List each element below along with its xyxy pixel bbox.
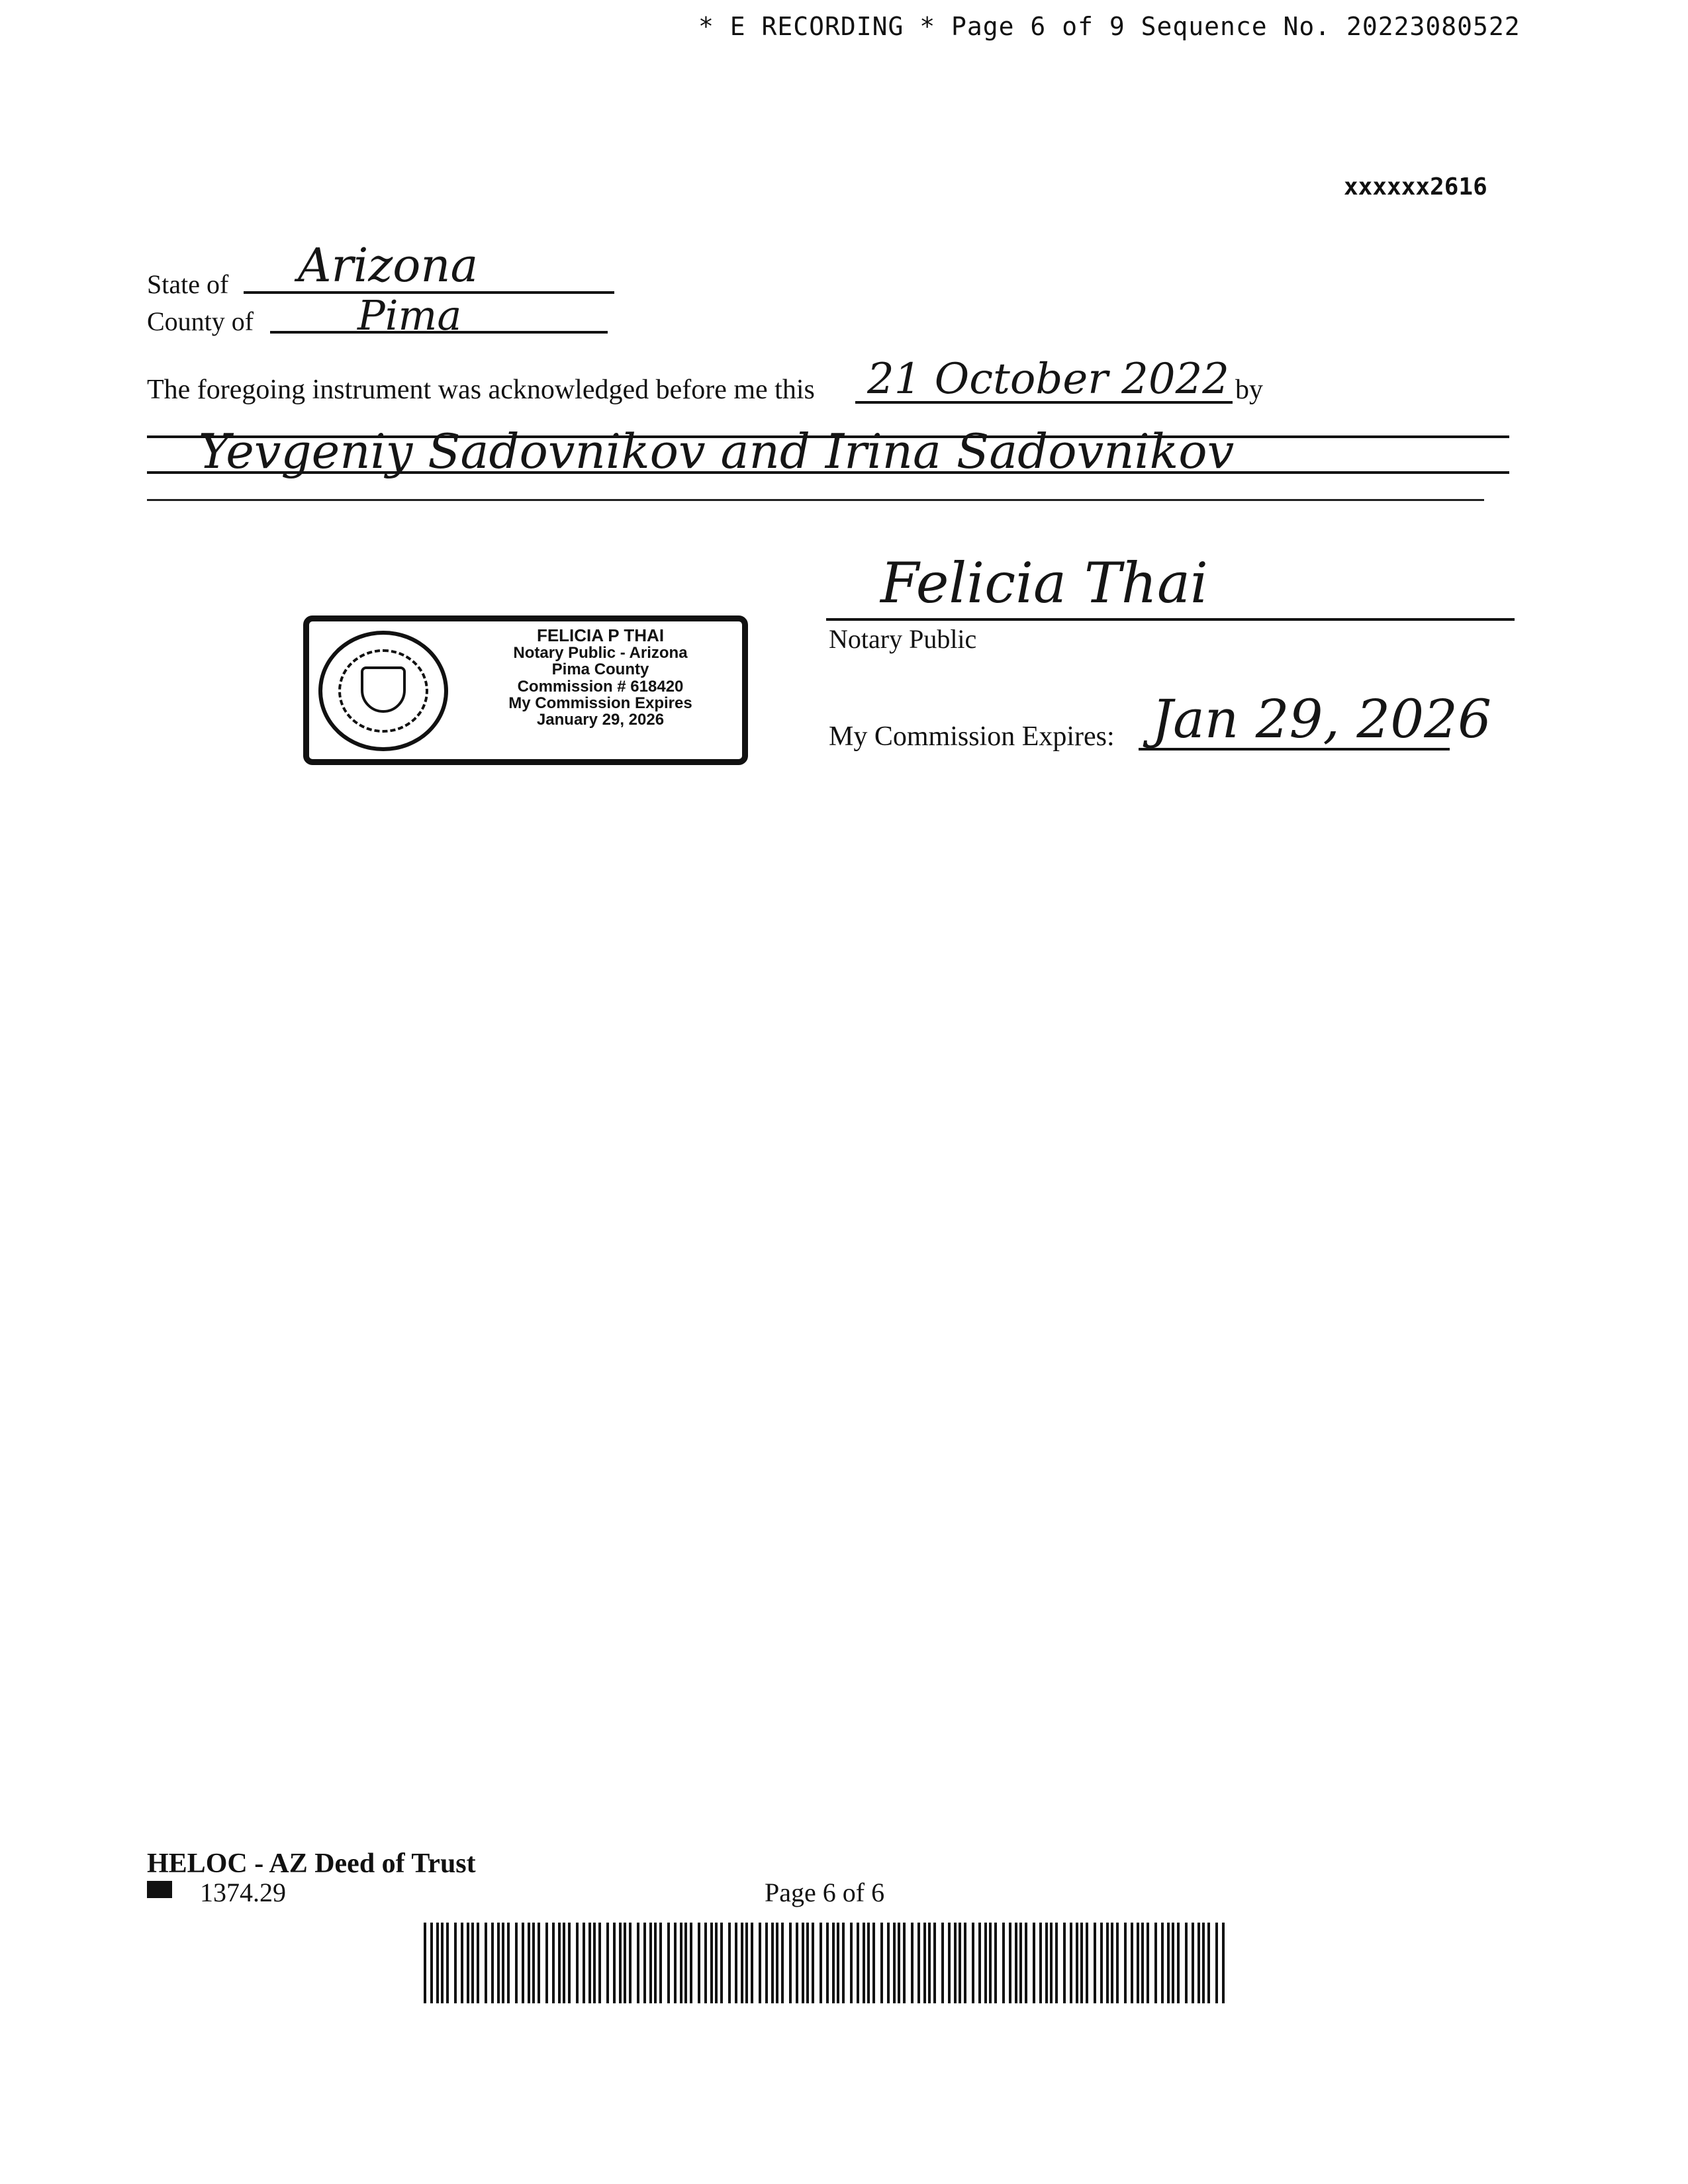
barcode-bar (424, 1923, 426, 2003)
barcode-bar (1055, 1923, 1058, 2003)
barcode-bar (1154, 1923, 1157, 2003)
barcode-bar (583, 1923, 585, 2003)
barcode-bar (1124, 1923, 1127, 2003)
barcode-bar (1177, 1923, 1180, 2003)
form-code: 1374.29 (200, 1878, 286, 1907)
barcode-bar (649, 1923, 652, 2003)
barcode-bar (923, 1923, 926, 2003)
barcode-bar (629, 1923, 632, 2003)
barcode-bar (454, 1923, 457, 2003)
barcode-bar (471, 1923, 474, 2003)
barcode-bar (436, 1923, 439, 2003)
barcode-bar (728, 1923, 731, 2003)
barcode-bar (887, 1923, 890, 2003)
barcode-bar (837, 1923, 839, 2003)
barcode-bar (680, 1923, 682, 2003)
barcode-bar (917, 1923, 920, 2003)
barcode-bar (1185, 1923, 1188, 2003)
barcode-bar (1215, 1923, 1218, 2003)
barcode-bar (1172, 1923, 1174, 2003)
barcode-bar (1019, 1923, 1022, 2003)
barcode-bar (972, 1923, 974, 2003)
barcode-bar (850, 1923, 853, 2003)
loan-reference: xxxxxx2616 (1344, 173, 1487, 201)
barcode-bar (1045, 1923, 1048, 2003)
commission-handwritten-date: Jan 29, 2026 (1152, 688, 1491, 750)
barcode-bar (430, 1923, 433, 2003)
seal-commission-number: Commission # 618420 (517, 677, 684, 696)
barcode-bar (759, 1923, 761, 2003)
barcode-bar (933, 1923, 936, 2003)
barcode-bar (802, 1923, 804, 2003)
barcode-bar (588, 1923, 591, 2003)
barcode-bar (704, 1923, 707, 2003)
barcode-bar (538, 1923, 540, 2003)
barcode-bar (1009, 1923, 1011, 2003)
seal-expires-date: January 29, 2026 (536, 711, 665, 729)
barcode-bar (872, 1923, 875, 2003)
barcode-bar (903, 1923, 906, 2003)
barcode-bar (741, 1923, 743, 2003)
barcode-bar (485, 1923, 487, 2003)
barcode-bar (1033, 1923, 1035, 2003)
barcode-bar (576, 1923, 579, 2003)
barcode-bar (497, 1923, 500, 2003)
barcode-bar (1167, 1923, 1170, 2003)
notary-signature: Felicia Thai (880, 551, 1208, 615)
state-handwritten-value: Arizona (298, 238, 479, 293)
state-seal-emblem (318, 631, 448, 751)
barcode-bar (491, 1923, 494, 2003)
barcode-bar (948, 1923, 951, 2003)
ack-date-handwritten: 21 October 2022 (867, 355, 1229, 404)
barcode-bar (1147, 1923, 1149, 2003)
barcode-bar (1076, 1923, 1078, 2003)
barcode-bar (654, 1923, 657, 2003)
barcode-bar (745, 1923, 748, 2003)
county-label: County of (147, 306, 254, 336)
barcode-bar (441, 1923, 444, 2003)
county-handwritten-value: Pima (357, 291, 462, 340)
barcode-bar (715, 1923, 718, 2003)
barcode-bar (1039, 1923, 1042, 2003)
recording-header: * E RECORDING * Page 6 of 9 Sequence No. 20223080522 (698, 12, 1521, 41)
barcode-bar (1080, 1923, 1083, 2003)
barcode-bar (558, 1923, 561, 2003)
barcode-bar (1002, 1923, 1005, 2003)
barcode-bar (978, 1923, 981, 2003)
barcode-bar (1070, 1923, 1072, 2003)
state-seal-shield-icon (361, 666, 406, 713)
barcode-bar (1131, 1923, 1133, 2003)
barcode-bar (863, 1923, 865, 2003)
barcode-bar (765, 1923, 768, 2003)
barcode-bar (461, 1923, 463, 2003)
barcode-bar (789, 1923, 792, 2003)
barcode-bar (532, 1923, 535, 2003)
barcode-bar (826, 1923, 829, 2003)
barcode-bar (502, 1923, 504, 2003)
barcode-bar (857, 1923, 859, 2003)
barcode-bar (751, 1923, 753, 2003)
barcode-bar (563, 1923, 565, 2003)
barcode-bar (776, 1923, 778, 2003)
barcode-bar (659, 1923, 662, 2003)
barcode-bar (771, 1923, 774, 2003)
barcode-bar (467, 1923, 469, 2003)
signers-handwritten: Yevgeniy Sadovnikov and Irina Sadovnikov (199, 424, 1235, 479)
barcode-bar (446, 1923, 449, 2003)
barcode-bar (1202, 1923, 1205, 2003)
barcode-bar (796, 1923, 798, 2003)
barcode-bar (984, 1923, 987, 2003)
acknowledgment-text: The foregoing instrument was acknowledged before me this (147, 375, 815, 405)
barcode-bar (898, 1923, 900, 2003)
barcode-bar (989, 1923, 992, 2003)
barcode-bar (1106, 1923, 1109, 2003)
seal-expires-label: My Commission Expires (508, 694, 692, 712)
barcode-bar (710, 1923, 713, 2003)
seal-title: Notary Public - Arizona (513, 644, 688, 662)
barcode-bar (1100, 1923, 1103, 2003)
barcode-bar (959, 1923, 961, 2003)
barcode-bar (684, 1923, 687, 2003)
barcode-bar (1086, 1923, 1088, 2003)
barcode-bar (941, 1923, 944, 2003)
seal-county: Pima County (551, 660, 649, 679)
barcode-bar (781, 1923, 784, 2003)
barcode-bar (1094, 1923, 1096, 2003)
barcode-bar (1197, 1923, 1200, 2003)
state-label: State of (147, 269, 229, 299)
barcode-bar (994, 1923, 997, 2003)
barcode-bar (1222, 1923, 1225, 2003)
ack-by-text: by (1235, 375, 1263, 405)
barcode-bar (674, 1923, 677, 2003)
barcode-bar (832, 1923, 835, 2003)
form-code-icon (147, 1881, 172, 1898)
barcode-bar (954, 1923, 957, 2003)
barcode-bar (1192, 1923, 1194, 2003)
barcode-bar (842, 1923, 845, 2003)
barcode-bar (624, 1923, 626, 2003)
barcode-bar (593, 1923, 596, 2003)
notary-signature-line (826, 618, 1515, 621)
barcode-bar (515, 1923, 518, 2003)
barcode (424, 1923, 1231, 2003)
barcode-bar (1141, 1923, 1144, 2003)
barcode-bar (1025, 1923, 1027, 2003)
barcode-bar (867, 1923, 870, 2003)
notary-public-label: Notary Public (829, 624, 977, 654)
barcode-bar (964, 1923, 966, 2003)
barcode-bar (619, 1923, 622, 2003)
barcode-bar (552, 1923, 555, 2003)
barcode-bar (568, 1923, 571, 2003)
barcode-bar (720, 1923, 723, 2003)
barcode-bar (893, 1923, 896, 2003)
barcode-bar (643, 1923, 646, 2003)
barcode-bar (598, 1923, 601, 2003)
form-title: HELOC - AZ Deed of Trust (147, 1848, 476, 1879)
page-number: Page 6 of 6 (765, 1878, 885, 1907)
barcode-bar (698, 1923, 700, 2003)
barcode-bar (1137, 1923, 1139, 2003)
barcode-bar (911, 1923, 914, 2003)
barcode-bar (1161, 1923, 1164, 2003)
barcode-bar (477, 1923, 479, 2003)
signers-second-rule (147, 499, 1484, 501)
barcode-bar (1015, 1923, 1017, 2003)
barcode-bar (928, 1923, 931, 2003)
barcode-bar (637, 1923, 639, 2003)
barcode-bar (606, 1923, 609, 2003)
notary-seal-stamp (303, 615, 748, 765)
barcode-bar (735, 1923, 737, 2003)
barcode-bar (1207, 1923, 1210, 2003)
barcode-bar (690, 1923, 692, 2003)
barcode-bar (1116, 1923, 1119, 2003)
barcode-bar (1063, 1923, 1066, 2003)
barcode-bar (667, 1923, 670, 2003)
barcode-bar (1111, 1923, 1113, 2003)
barcode-bar (522, 1923, 524, 2003)
barcode-bar (507, 1923, 510, 2003)
barcode-bar (613, 1923, 616, 2003)
barcode-bar (545, 1923, 548, 2003)
barcode-bar (880, 1923, 883, 2003)
barcode-bar (812, 1923, 814, 2003)
barcode-bar (1050, 1923, 1053, 2003)
seal-notary-name: FELICIA P THAI (536, 625, 665, 645)
barcode-bar (806, 1923, 809, 2003)
commission-expires-label: My Commission Expires: (829, 721, 1115, 752)
barcode-bar (820, 1923, 822, 2003)
barcode-bar (528, 1923, 530, 2003)
